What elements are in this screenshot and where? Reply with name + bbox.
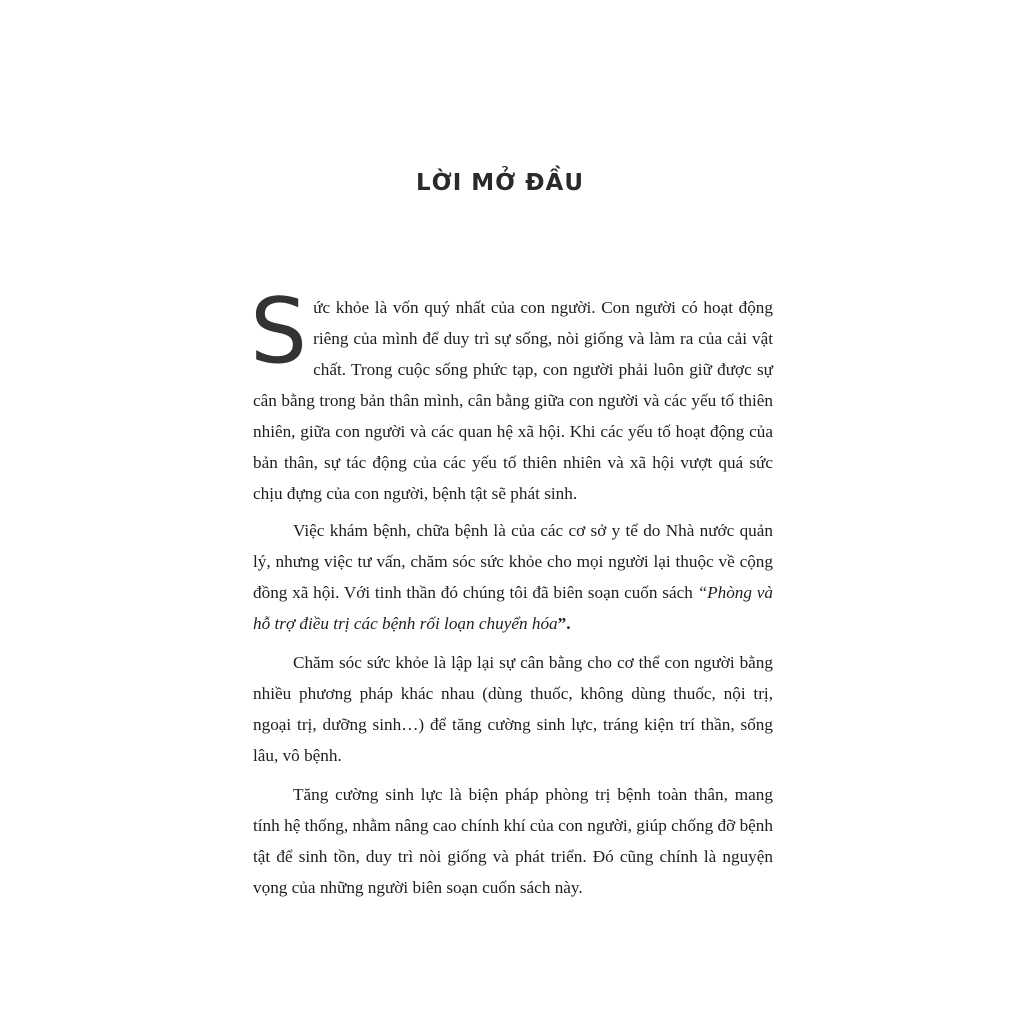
paragraph-2-text: Việc khám bệnh, chữa bệnh là của các cơ sở y tế do Nhà nước quản lý, nhưng việc tư vấn, chăm sóc sức khỏe cho mọi người lại thuộc về cộng đồng xã hội. Với tinh thần đó chúng tôi đã biên soạn cuốn sách <box>253 521 773 602</box>
drop-cap: S <box>250 279 308 384</box>
paragraph-2 <box>253 515 773 639</box>
body-text <box>250 279 773 911</box>
page-title: LỜI MỞ ĐẦU <box>415 170 585 196</box>
book-title: “Phòng và hỗ trợ điều trị các bệnh rối loạn chuyển hóa <box>253 583 773 633</box>
paragraph-3-text: Chăm sóc sức khỏe là lập lại sự cân bằng cho cơ thể con người bằng nhiều phương pháp khác nhau (dùng thuốc, không dùng thuốc, nội trị, ngoại trị, dưỡng sinh…) để tăng cường sinh lực, tráng kiện trí thần, sống lâu, vô bệnh. <box>253 653 773 765</box>
paragraph-1-text: ức khỏe là vốn quý nhất của con người. Con người có hoạt động riêng của mình để duy trì sự sống, nòi giống và làm ra của cải vật chất. Trong cuộc sống phức tạp, con người phải luôn giữ được sự cân bằng trong bản thân mình, cân bằng giữa con người và các yếu tố thiên nhiên, giữa con người và các quan hệ xã hội. Khi các yếu tố hoạt động của bản thân, sự tác động của các yếu tố thiên nhiên và xã hội vượt quá sức chịu đựng của con người, bệnh tật sẽ phát sinh. <box>253 298 773 503</box>
paragraph-1 <box>250 279 773 509</box>
paragraph-3 <box>253 647 773 771</box>
paragraph-4-text: Tăng cường sinh lực là biện pháp phòng trị bệnh toàn thân, mang tính hệ thống, nhằm nâng cao chính khí của con người, giúp chống đỡ bệnh tật để sinh tồn, duy trì nòi giống và phát triển. Đó cũng chính là nguyện vọng của những người biên soạn cuốn sách này. <box>253 785 773 897</box>
paragraph-4 <box>253 779 773 903</box>
book-title-close-quote: ”. <box>557 614 571 633</box>
